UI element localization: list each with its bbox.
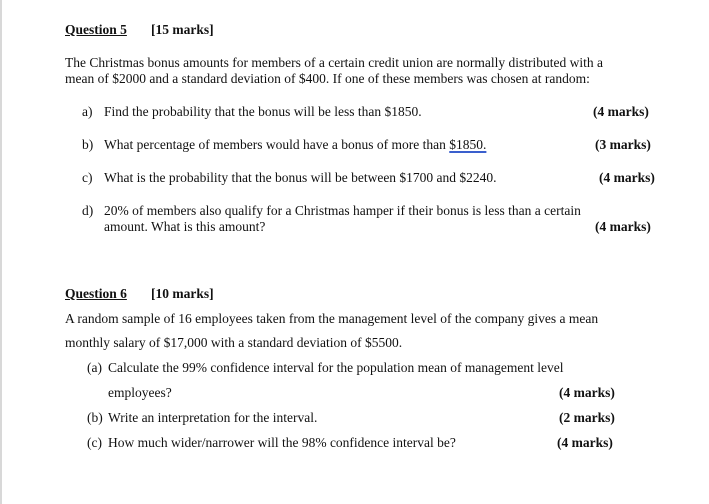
q6-b-marks: (2 marks): [559, 410, 615, 425]
q6-intro-line1: A random sample of 16 employees taken from the management level of the company gives a mean: [65, 311, 599, 326]
q6-b-text: Write an interpretation for the interval.: [108, 410, 318, 425]
q5-d-label: d): [82, 203, 94, 218]
q6-a-text-line1: Calculate the 99% confidence interval for the population mean of management level: [108, 360, 564, 375]
q6-a-text-line2: employees?: [108, 385, 172, 400]
q5-b-marks: (3 marks): [595, 137, 651, 152]
q6-a-label: (a): [87, 360, 102, 375]
q5-c-label: c): [82, 170, 93, 185]
q5-marks: [15 marks]: [151, 22, 214, 37]
q5-title: Question 5: [65, 22, 127, 37]
q5-c-marks: (4 marks): [599, 170, 655, 185]
q5-intro-line2: mean of $2000 and a standard deviation of $400. If one of these members was chosen at random:: [65, 71, 590, 86]
q5-d-text-line1: 20% of members also qualify for a Christmas hamper if their bonus is less than a certain: [104, 203, 581, 218]
q5-b-text: [104, 137, 486, 153]
q6-c-text: How much wider/narrower will the 98% confidence interval be?: [108, 435, 456, 450]
q5-intro-line1: The Christmas bonus amounts for members of a certain credit union are normally distributed with a: [65, 55, 603, 70]
q6-c-label: (c): [87, 435, 102, 450]
q5-d-text-line2: amount. What is this amount?: [104, 219, 266, 234]
q5-a-text: Find the probability that the bonus will be less than $1850.: [104, 104, 422, 119]
q5-c-text: What is the probability that the bonus will be between $1700 and $2240.: [104, 170, 497, 185]
q5-b-text-prefix: What percentage of members would have a bonus of more than: [104, 137, 450, 152]
q5-d-marks: (4 marks): [595, 219, 651, 234]
q5-a-marks: (4 marks): [593, 104, 649, 119]
q6-b-label: (b): [87, 410, 103, 425]
q5-a-label: a): [82, 104, 93, 119]
q6-intro-line2: monthly salary of $17,000 with a standard deviation of $5500.: [65, 335, 403, 350]
q6-c-marks: (4 marks): [557, 435, 613, 450]
page-edge: [0, 0, 2, 504]
q6-title: Question 6: [65, 286, 127, 301]
q6-a-marks: (4 marks): [559, 385, 615, 400]
q6-marks: [10 marks]: [151, 286, 214, 301]
q5-b-text-link: $1850.: [449, 137, 487, 152]
q5-b-label: b): [82, 137, 94, 152]
